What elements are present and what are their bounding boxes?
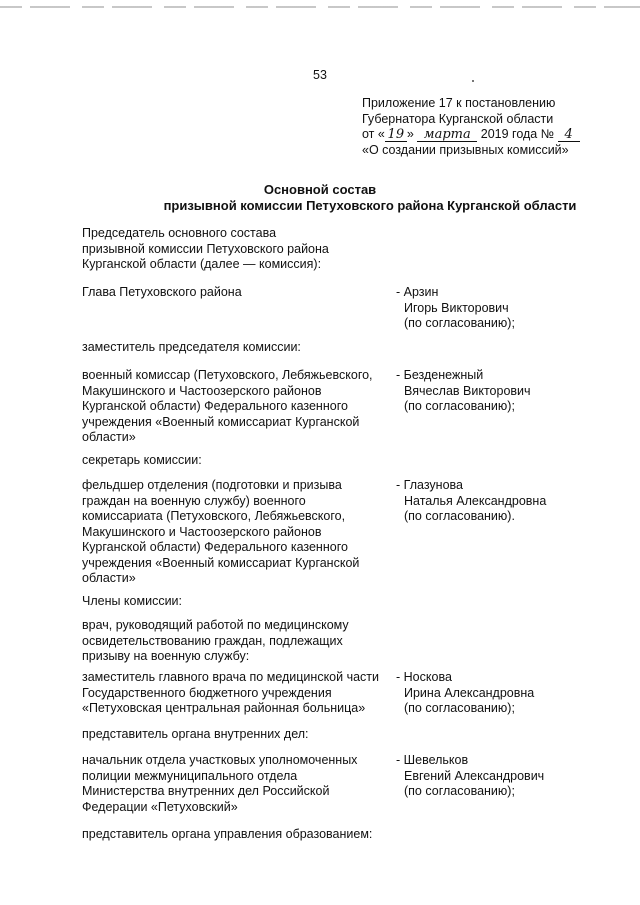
member-position: военный комиссар (Петуховского, Лебяжьевского, Макушинского и Частоозерского районов Курганской области) Федерального казенного учреждения «Военный комиссариат Курганской области» bbox=[82, 368, 373, 444]
member-position: Глава Петуховского района bbox=[82, 285, 242, 299]
appendix-block bbox=[362, 96, 580, 158]
member-position: заместитель главного врача по медицинской части Государственного бюджетного учреждения «Петуховская центральная районная больница» bbox=[82, 670, 380, 715]
deputy-heading: заместитель председателя комиссии: bbox=[82, 340, 301, 354]
title-line1: Основной состав bbox=[263, 182, 377, 197]
handwritten-number: 4 bbox=[558, 129, 580, 142]
member-position: начальник отдела участковых уполномоченных полиции межмуниципального отдела Министерства внутренних дел Российской Федерации «Петуховский» bbox=[82, 753, 358, 814]
title-line2: призывной комиссии Петуховского района Курганской области bbox=[163, 198, 577, 213]
appendix-line4: «О создании призывных комиссий» bbox=[362, 142, 569, 157]
doctor-heading: врач, руководящий работой по медицинскому освидетельствованию граждан, подлежащих призыву на военную службу: bbox=[82, 618, 349, 663]
education-heading: представитель органа управления образованием: bbox=[82, 827, 373, 841]
appendix-line2: Губернатора Курганской области bbox=[362, 111, 554, 126]
appendix-line1: Приложение 17 к постановлению bbox=[362, 96, 556, 110]
chairman-heading: Председатель основного состава призывной комиссии Петуховского района Курганской области (далее — комиссия): bbox=[82, 226, 329, 271]
document-title bbox=[0, 182, 640, 214]
members-heading: Члены комиссии: bbox=[82, 594, 183, 608]
secretary-heading: секретарь комиссии: bbox=[82, 453, 202, 467]
member-name: - Носкова Ирина Александровна (по согласованию); bbox=[396, 670, 535, 715]
member-name: - Шевельков Евгений Александрович (по согласованию); bbox=[396, 753, 545, 798]
appendix-line3: от « 19 » марта 2019 года № 4 bbox=[362, 127, 580, 143]
scan-top-edge bbox=[0, 6, 640, 8]
page-number: 53 bbox=[313, 68, 327, 82]
member-position: фельдшер отделения (подготовки и призыва граждан на военную службу) военного комиссариата (Петуховского, Лебяжьевского, Макушинского и Частоозерского районов Курганской области) Федерального казенного учреждения «Военный комиссариат Курганской области» bbox=[82, 478, 360, 585]
member-name: - Глазунова Наталья Александровна (по согласованию). bbox=[396, 478, 547, 523]
member-name: - Безденежный Вячеслав Викторович (по согласованию); bbox=[396, 368, 531, 413]
handwritten-day: 19 bbox=[385, 129, 407, 142]
member-name: - Арзин Игорь Викторович (по согласованию); bbox=[396, 285, 515, 330]
handwritten-month: марта bbox=[417, 129, 477, 142]
police-heading: представитель органа внутренних дел: bbox=[82, 727, 309, 741]
